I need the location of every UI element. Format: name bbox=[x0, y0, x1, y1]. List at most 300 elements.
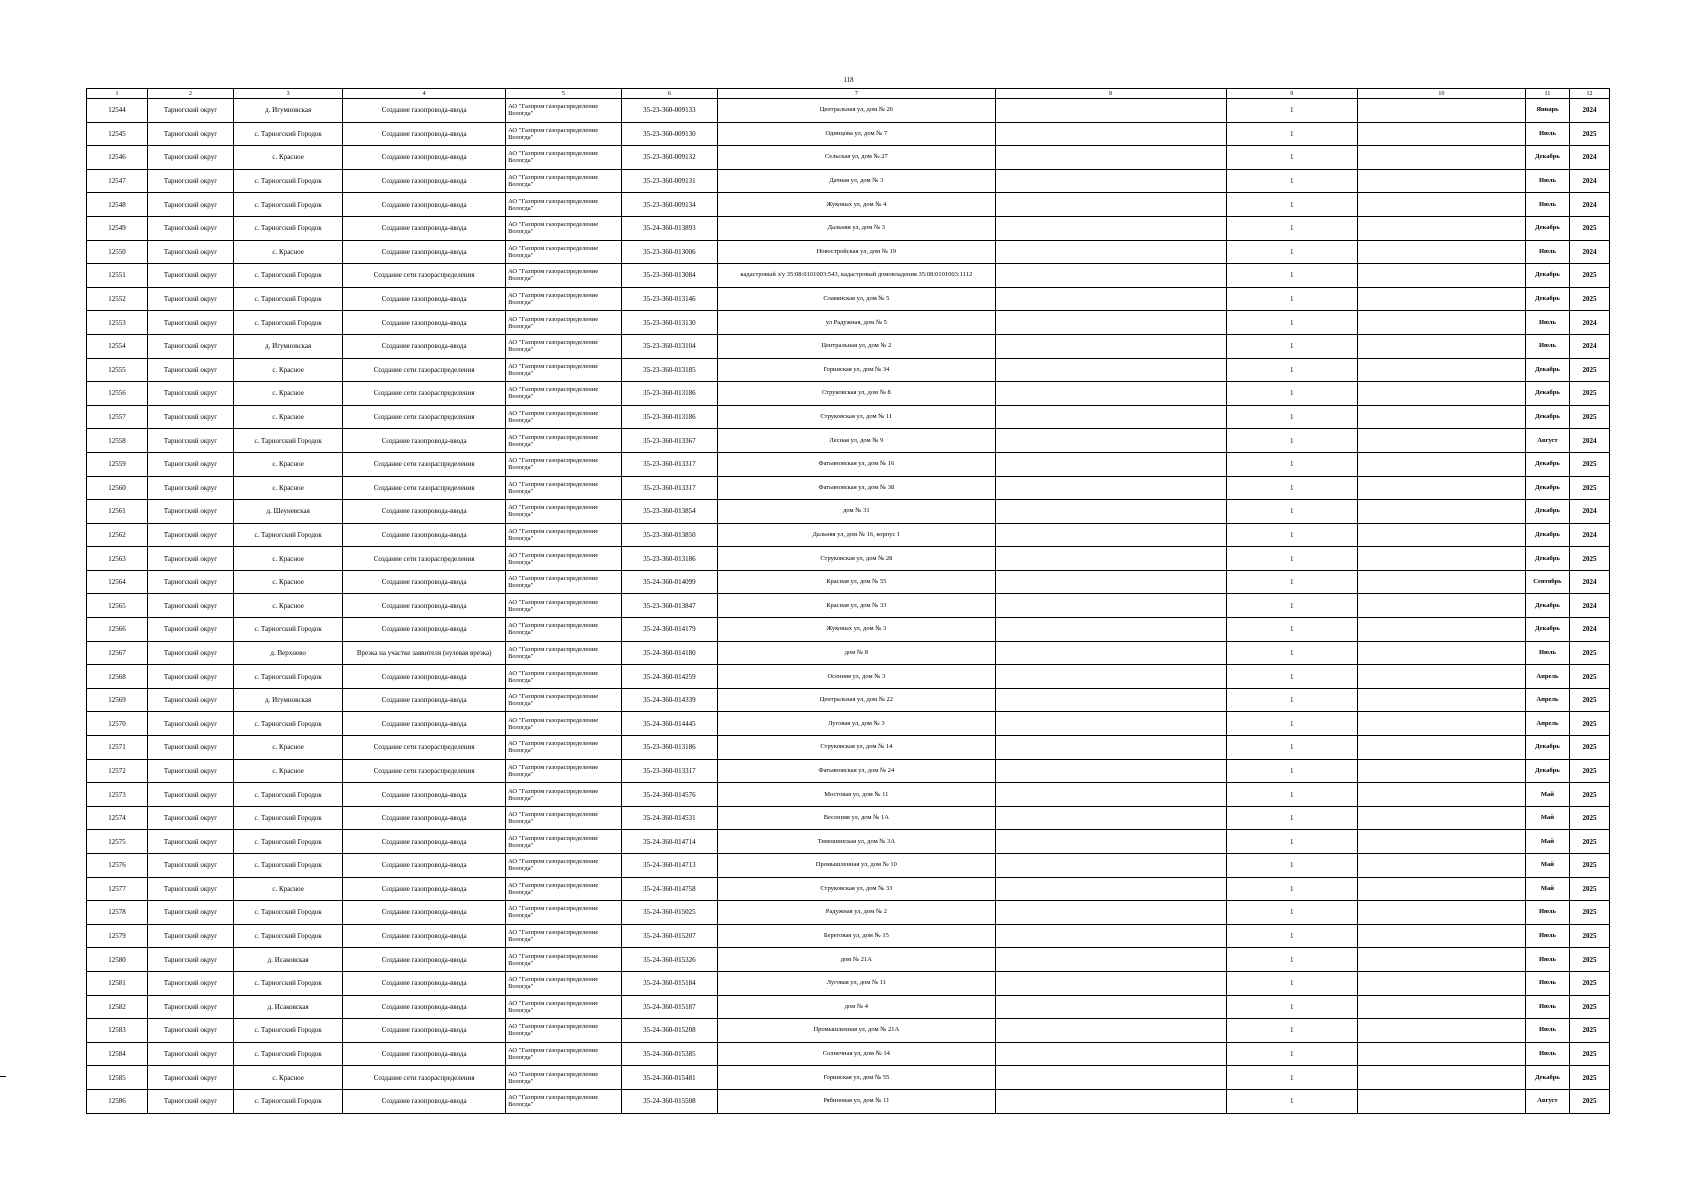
work-type-cell: Создание сети газораспределения bbox=[343, 1066, 506, 1090]
extra-cell bbox=[1357, 877, 1525, 901]
work-type-cell: Создание газопровода-ввода bbox=[343, 971, 506, 995]
year-cell: 2025 bbox=[1570, 901, 1610, 925]
year-cell: 2025 bbox=[1570, 830, 1610, 854]
month-cell: Июль bbox=[1525, 193, 1569, 217]
column-number-2: 2 bbox=[147, 89, 233, 99]
row-number-cell: 12567 bbox=[87, 641, 148, 665]
work-type-cell: Создание газопровода-ввода bbox=[343, 877, 506, 901]
settlement-cell: с. Тарногский Городок bbox=[234, 122, 343, 146]
work-type-cell: Создание газопровода-ввода bbox=[343, 99, 506, 123]
table-row bbox=[87, 122, 1610, 146]
organization-cell: АО "Газпром газораспределение Вологда" bbox=[506, 641, 622, 665]
table-row bbox=[87, 995, 1610, 1019]
row-number-cell: 12548 bbox=[87, 193, 148, 217]
request-number-cell: 35-24-360-014531 bbox=[621, 806, 718, 830]
row-number-cell: 12556 bbox=[87, 382, 148, 406]
year-cell: 2024 bbox=[1570, 146, 1610, 170]
quantity-cell: 1 bbox=[1226, 759, 1357, 783]
row-number-cell: 12566 bbox=[87, 618, 148, 642]
address-cell: дом № 31 bbox=[718, 500, 995, 524]
address-cell: дом № 8 bbox=[718, 641, 995, 665]
year-cell: 2025 bbox=[1570, 877, 1610, 901]
organization-cell: АО "Газпром газораспределение Вологда" bbox=[506, 169, 622, 193]
year-cell: 2025 bbox=[1570, 712, 1610, 736]
work-type-cell: Создание газопровода-ввода bbox=[343, 193, 506, 217]
month-cell: Сентябрь bbox=[1525, 570, 1569, 594]
address-cell: кадастровый з/у 35:08:0101003:543, кадастровый домовладения 35:08:0101003:1112 bbox=[718, 264, 995, 288]
month-cell: Июль bbox=[1525, 240, 1569, 264]
quantity-cell: 1 bbox=[1226, 995, 1357, 1019]
address-cell: Центральная ул, дом № 22 bbox=[718, 688, 995, 712]
year-cell: 2025 bbox=[1570, 924, 1610, 948]
notes-cell bbox=[995, 358, 1226, 382]
address-cell: Луговая ул, дом № 11 bbox=[718, 971, 995, 995]
year-cell: 2025 bbox=[1570, 547, 1610, 571]
district-cell: Тарногский округ bbox=[147, 452, 233, 476]
row-number-cell: 12565 bbox=[87, 594, 148, 618]
table-row bbox=[87, 287, 1610, 311]
table-row bbox=[87, 948, 1610, 972]
extra-cell bbox=[1357, 1042, 1525, 1066]
request-number-cell: 35-23-360-009131 bbox=[621, 169, 718, 193]
table-row bbox=[87, 1042, 1610, 1066]
settlement-cell: с. Красное bbox=[234, 736, 343, 760]
month-cell: Август bbox=[1525, 1089, 1569, 1113]
table-row bbox=[87, 1066, 1610, 1090]
year-cell: 2025 bbox=[1570, 1089, 1610, 1113]
extra-cell bbox=[1357, 99, 1525, 123]
table-row bbox=[87, 854, 1610, 878]
extra-cell bbox=[1357, 264, 1525, 288]
table-row bbox=[87, 476, 1610, 500]
notes-cell bbox=[995, 854, 1226, 878]
row-number-cell: 12554 bbox=[87, 334, 148, 358]
address-cell: Промышленная ул, дом № 10 bbox=[718, 854, 995, 878]
quantity-cell: 1 bbox=[1226, 971, 1357, 995]
table-row bbox=[87, 146, 1610, 170]
row-number-cell: 12552 bbox=[87, 287, 148, 311]
month-cell: Декабрь bbox=[1525, 264, 1569, 288]
work-type-cell: Создание газопровода-ввода bbox=[343, 1042, 506, 1066]
request-number-cell: 35-23-360-009133 bbox=[621, 99, 718, 123]
organization-cell: АО "Газпром газораспределение Вологда" bbox=[506, 1089, 622, 1113]
quantity-cell: 1 bbox=[1226, 665, 1357, 689]
address-cell: Славянская ул, дом № 5 bbox=[718, 287, 995, 311]
row-number-cell: 12581 bbox=[87, 971, 148, 995]
month-cell: Май bbox=[1525, 830, 1569, 854]
month-cell: Декабрь bbox=[1525, 1066, 1569, 1090]
work-type-cell: Создание сети газораспределения bbox=[343, 547, 506, 571]
address-cell: Береговая ул, дом № 15 bbox=[718, 924, 995, 948]
extra-cell bbox=[1357, 783, 1525, 807]
settlement-cell: с. Тарногский Городок bbox=[234, 287, 343, 311]
year-cell: 2025 bbox=[1570, 806, 1610, 830]
work-type-cell: Создание сети газораспределения bbox=[343, 736, 506, 760]
district-cell: Тарногский округ bbox=[147, 948, 233, 972]
year-cell: 2025 bbox=[1570, 759, 1610, 783]
column-number-11: 11 bbox=[1525, 89, 1569, 99]
work-type-cell: Создание газопровода-ввода bbox=[343, 806, 506, 830]
notes-cell bbox=[995, 452, 1226, 476]
extra-cell bbox=[1357, 830, 1525, 854]
notes-cell bbox=[995, 334, 1226, 358]
month-cell: Июль bbox=[1525, 1042, 1569, 1066]
table-row bbox=[87, 429, 1610, 453]
district-cell: Тарногский округ bbox=[147, 358, 233, 382]
extra-cell bbox=[1357, 547, 1525, 571]
year-cell: 2024 bbox=[1570, 334, 1610, 358]
month-cell: Декабрь bbox=[1525, 547, 1569, 571]
settlement-cell: с. Тарногский Городок bbox=[234, 830, 343, 854]
organization-cell: АО "Газпром газораспределение Вологда" bbox=[506, 806, 622, 830]
work-type-cell: Создание газопровода-ввода bbox=[343, 570, 506, 594]
request-number-cell: 35-24-360-013893 bbox=[621, 216, 718, 240]
organization-cell: АО "Газпром газораспределение Вологда" bbox=[506, 216, 622, 240]
row-number-cell: 12557 bbox=[87, 405, 148, 429]
row-number-cell: 12580 bbox=[87, 948, 148, 972]
quantity-cell: 1 bbox=[1226, 216, 1357, 240]
district-cell: Тарногский округ bbox=[147, 641, 233, 665]
quantity-cell: 1 bbox=[1226, 806, 1357, 830]
request-number-cell: 35-24-360-015207 bbox=[621, 924, 718, 948]
year-cell: 2024 bbox=[1570, 618, 1610, 642]
row-number-cell: 12546 bbox=[87, 146, 148, 170]
settlement-cell: с. Тарногский Городок bbox=[234, 429, 343, 453]
table-row bbox=[87, 877, 1610, 901]
work-type-cell: Создание газопровода-ввода bbox=[343, 240, 506, 264]
year-cell: 2025 bbox=[1570, 216, 1610, 240]
organization-cell: АО "Газпром газораспределение Вологда" bbox=[506, 736, 622, 760]
work-type-cell: Создание газопровода-ввода bbox=[343, 311, 506, 335]
extra-cell bbox=[1357, 1019, 1525, 1043]
district-cell: Тарногский округ bbox=[147, 193, 233, 217]
month-cell: Апрель bbox=[1525, 688, 1569, 712]
quantity-cell: 1 bbox=[1226, 924, 1357, 948]
quantity-cell: 1 bbox=[1226, 240, 1357, 264]
organization-cell: АО "Газпром газораспределение Вологда" bbox=[506, 1066, 622, 1090]
month-cell: Январь bbox=[1525, 99, 1569, 123]
request-number-cell: 35-23-360-009134 bbox=[621, 193, 718, 217]
notes-cell bbox=[995, 759, 1226, 783]
work-type-cell: Создание газопровода-ввода bbox=[343, 594, 506, 618]
request-number-cell: 35-23-360-013186 bbox=[621, 405, 718, 429]
extra-cell bbox=[1357, 334, 1525, 358]
year-cell: 2024 bbox=[1570, 193, 1610, 217]
table-row bbox=[87, 759, 1610, 783]
year-cell: 2025 bbox=[1570, 688, 1610, 712]
district-cell: Тарногский округ bbox=[147, 547, 233, 571]
request-number-cell: 35-24-360-015025 bbox=[621, 901, 718, 925]
request-number-cell: 35-24-360-014758 bbox=[621, 877, 718, 901]
settlement-cell: с. Красное bbox=[234, 146, 343, 170]
row-number-cell: 12560 bbox=[87, 476, 148, 500]
month-cell: Май bbox=[1525, 783, 1569, 807]
notes-cell bbox=[995, 570, 1226, 594]
district-cell: Тарногский округ bbox=[147, 1066, 233, 1090]
address-cell: Одинцова ул, дом № 7 bbox=[718, 122, 995, 146]
notes-cell bbox=[995, 476, 1226, 500]
table-row bbox=[87, 99, 1610, 123]
row-number-cell: 12550 bbox=[87, 240, 148, 264]
work-type-cell: Создание сети газораспределения bbox=[343, 405, 506, 429]
district-cell: Тарногский округ bbox=[147, 971, 233, 995]
request-number-cell: 35-23-360-013367 bbox=[621, 429, 718, 453]
table-row bbox=[87, 618, 1610, 642]
request-number-cell: 35-24-360-015208 bbox=[621, 1019, 718, 1043]
organization-cell: АО "Газпром газораспределение Вологда" bbox=[506, 570, 622, 594]
organization-cell: АО "Газпром газораспределение Вологда" bbox=[506, 1019, 622, 1043]
settlement-cell: с. Тарногский Городок bbox=[234, 216, 343, 240]
year-cell: 2025 bbox=[1570, 971, 1610, 995]
district-cell: Тарногский округ bbox=[147, 1042, 233, 1066]
row-number-cell: 12564 bbox=[87, 570, 148, 594]
district-cell: Тарногский округ bbox=[147, 382, 233, 406]
notes-cell bbox=[995, 736, 1226, 760]
column-number-10: 10 bbox=[1357, 89, 1525, 99]
notes-cell bbox=[995, 169, 1226, 193]
table-row bbox=[87, 240, 1610, 264]
settlement-cell: с. Тарногский Городок bbox=[234, 806, 343, 830]
notes-cell bbox=[995, 1019, 1226, 1043]
organization-cell: АО "Газпром газораспределение Вологда" bbox=[506, 382, 622, 406]
year-cell: 2025 bbox=[1570, 783, 1610, 807]
address-cell: Лесная ул, дом № 9 bbox=[718, 429, 995, 453]
request-number-cell: 35-23-360-013146 bbox=[621, 287, 718, 311]
month-cell: Декабрь bbox=[1525, 523, 1569, 547]
extra-cell bbox=[1357, 618, 1525, 642]
notes-cell bbox=[995, 547, 1226, 571]
year-cell: 2025 bbox=[1570, 641, 1610, 665]
table-row bbox=[87, 806, 1610, 830]
table-row bbox=[87, 570, 1610, 594]
row-number-cell: 12558 bbox=[87, 429, 148, 453]
request-number-cell: 35-24-360-015184 bbox=[621, 971, 718, 995]
settlement-cell: с. Красное bbox=[234, 240, 343, 264]
work-type-cell: Создание газопровода-ввода bbox=[343, 1089, 506, 1113]
notes-cell bbox=[995, 311, 1226, 335]
row-number-cell: 12584 bbox=[87, 1042, 148, 1066]
address-cell: Центральная ул, дом № 26 bbox=[718, 99, 995, 123]
address-cell: Солнечная ул, дом № 14 bbox=[718, 1042, 995, 1066]
address-cell: Весенняя ул, дом № 1А bbox=[718, 806, 995, 830]
quantity-cell: 1 bbox=[1226, 429, 1357, 453]
address-cell: Радужная ул, дом № 2 bbox=[718, 901, 995, 925]
district-cell: Тарногский округ bbox=[147, 665, 233, 689]
district-cell: Тарногский округ bbox=[147, 1089, 233, 1113]
quantity-cell: 1 bbox=[1226, 500, 1357, 524]
quantity-cell: 1 bbox=[1226, 948, 1357, 972]
extra-cell bbox=[1357, 216, 1525, 240]
work-type-cell: Создание газопровода-ввода bbox=[343, 712, 506, 736]
table-row bbox=[87, 901, 1610, 925]
row-number-cell: 12549 bbox=[87, 216, 148, 240]
extra-cell bbox=[1357, 287, 1525, 311]
year-cell: 2025 bbox=[1570, 1042, 1610, 1066]
table-row bbox=[87, 452, 1610, 476]
settlement-cell: с. Красное bbox=[234, 877, 343, 901]
address-cell: Струковская ул, дом № 33 bbox=[718, 877, 995, 901]
request-number-cell: 35-24-360-014576 bbox=[621, 783, 718, 807]
work-type-cell: Создание газопровода-ввода bbox=[343, 948, 506, 972]
organization-cell: АО "Газпром газораспределение Вологда" bbox=[506, 429, 622, 453]
row-number-cell: 12555 bbox=[87, 358, 148, 382]
extra-cell bbox=[1357, 924, 1525, 948]
extra-cell bbox=[1357, 382, 1525, 406]
request-number-cell: 35-23-360-013850 bbox=[621, 523, 718, 547]
table-row bbox=[87, 358, 1610, 382]
settlement-cell: с. Тарногский Городок bbox=[234, 924, 343, 948]
settlement-cell: д. Исаковская bbox=[234, 995, 343, 1019]
quantity-cell: 1 bbox=[1226, 901, 1357, 925]
settlement-cell: с. Тарногский Городок bbox=[234, 311, 343, 335]
district-cell: Тарногский округ bbox=[147, 99, 233, 123]
notes-cell bbox=[995, 287, 1226, 311]
table-row bbox=[87, 1089, 1610, 1113]
page-number: 118 bbox=[843, 76, 854, 84]
organization-cell: АО "Газпром газораспределение Вологда" bbox=[506, 948, 622, 972]
quantity-cell: 1 bbox=[1226, 854, 1357, 878]
month-cell: Май bbox=[1525, 854, 1569, 878]
organization-cell: АО "Газпром газораспределение Вологда" bbox=[506, 688, 622, 712]
extra-cell bbox=[1357, 641, 1525, 665]
address-cell: Дачная ул, дом № 3 bbox=[718, 169, 995, 193]
request-number-cell: 35-24-360-014339 bbox=[621, 688, 718, 712]
district-cell: Тарногский округ bbox=[147, 806, 233, 830]
extra-cell bbox=[1357, 948, 1525, 972]
district-cell: Тарногский округ bbox=[147, 122, 233, 146]
column-number-6: 6 bbox=[621, 89, 718, 99]
year-cell: 2025 bbox=[1570, 122, 1610, 146]
request-number-cell: 35-24-360-015326 bbox=[621, 948, 718, 972]
table-row bbox=[87, 264, 1610, 288]
quantity-cell: 1 bbox=[1226, 99, 1357, 123]
work-type-cell: Создание сети газораспределения bbox=[343, 452, 506, 476]
extra-cell bbox=[1357, 806, 1525, 830]
address-cell: Новостройская ул, дом № 19 bbox=[718, 240, 995, 264]
settlement-cell: с. Тарногский Городок bbox=[234, 901, 343, 925]
address-cell: Тимошинская ул, дом № 3А bbox=[718, 830, 995, 854]
column-number-8: 8 bbox=[995, 89, 1226, 99]
month-cell: Июль bbox=[1525, 995, 1569, 1019]
column-number-4: 4 bbox=[343, 89, 506, 99]
address-cell: Горинская ул, дом № 34 bbox=[718, 358, 995, 382]
table-row bbox=[87, 665, 1610, 689]
quantity-cell: 1 bbox=[1226, 594, 1357, 618]
settlement-cell: д. Исаковская bbox=[234, 948, 343, 972]
notes-cell bbox=[995, 99, 1226, 123]
address-cell: Дальняя ул, дом № 16, корпус 1 bbox=[718, 523, 995, 547]
row-number-cell: 12569 bbox=[87, 688, 148, 712]
year-cell: 2024 bbox=[1570, 594, 1610, 618]
work-type-cell: Создание газопровода-ввода bbox=[343, 216, 506, 240]
extra-cell bbox=[1357, 1089, 1525, 1113]
district-cell: Тарногский округ bbox=[147, 240, 233, 264]
work-type-cell: Создание газопровода-ввода bbox=[343, 783, 506, 807]
district-cell: Тарногский округ bbox=[147, 924, 233, 948]
quantity-cell: 1 bbox=[1226, 688, 1357, 712]
district-cell: Тарногский округ bbox=[147, 264, 233, 288]
quantity-cell: 1 bbox=[1226, 736, 1357, 760]
organization-cell: АО "Газпром газораспределение Вологда" bbox=[506, 1042, 622, 1066]
quantity-cell: 1 bbox=[1226, 712, 1357, 736]
address-cell: Центральная ул, дом № 2 bbox=[718, 334, 995, 358]
notes-cell bbox=[995, 712, 1226, 736]
month-cell: Июль bbox=[1525, 641, 1569, 665]
extra-cell bbox=[1357, 193, 1525, 217]
district-cell: Тарногский округ bbox=[147, 783, 233, 807]
extra-cell bbox=[1357, 122, 1525, 146]
table-row bbox=[87, 688, 1610, 712]
notes-cell bbox=[995, 901, 1226, 925]
year-cell: 2024 bbox=[1570, 429, 1610, 453]
notes-cell bbox=[995, 783, 1226, 807]
year-cell: 2025 bbox=[1570, 476, 1610, 500]
notes-cell bbox=[995, 830, 1226, 854]
notes-cell bbox=[995, 122, 1226, 146]
work-type-cell: Создание сети газораспределения bbox=[343, 358, 506, 382]
notes-cell bbox=[995, 193, 1226, 217]
month-cell: Декабрь bbox=[1525, 736, 1569, 760]
work-type-cell: Создание газопровода-ввода bbox=[343, 429, 506, 453]
district-cell: Тарногский округ bbox=[147, 146, 233, 170]
month-cell: Июль bbox=[1525, 1019, 1569, 1043]
notes-cell bbox=[995, 948, 1226, 972]
table-row bbox=[87, 311, 1610, 335]
notes-cell bbox=[995, 500, 1226, 524]
request-number-cell: 35-23-360-009130 bbox=[621, 122, 718, 146]
district-cell: Тарногский округ bbox=[147, 570, 233, 594]
organization-cell: АО "Газпром газораспределение Вологда" bbox=[506, 924, 622, 948]
settlement-cell: с. Красное bbox=[234, 382, 343, 406]
row-number-cell: 12583 bbox=[87, 1019, 148, 1043]
request-number-cell: 35-23-360-013186 bbox=[621, 736, 718, 760]
request-number-cell: 35-24-360-014259 bbox=[621, 665, 718, 689]
notes-cell bbox=[995, 146, 1226, 170]
district-cell: Тарногский округ bbox=[147, 995, 233, 1019]
organization-cell: АО "Газпром газораспределение Вологда" bbox=[506, 334, 622, 358]
table-row bbox=[87, 594, 1610, 618]
month-cell: Июль bbox=[1525, 901, 1569, 925]
row-number-cell: 12572 bbox=[87, 759, 148, 783]
year-cell: 2025 bbox=[1570, 1066, 1610, 1090]
table-row bbox=[87, 1019, 1610, 1043]
settlement-cell: с. Красное bbox=[234, 358, 343, 382]
month-cell: Декабрь bbox=[1525, 146, 1569, 170]
settlement-cell: с. Тарногский Городок bbox=[234, 1019, 343, 1043]
quantity-cell: 1 bbox=[1226, 287, 1357, 311]
organization-cell: АО "Газпром газораспределение Вологда" bbox=[506, 287, 622, 311]
year-cell: 2024 bbox=[1570, 570, 1610, 594]
row-number-cell: 12577 bbox=[87, 877, 148, 901]
organization-cell: АО "Газпром газораспределение Вологда" bbox=[506, 358, 622, 382]
table-row bbox=[87, 547, 1610, 571]
work-type-cell: Создание сети газораспределения bbox=[343, 476, 506, 500]
request-number-cell: 35-24-360-014445 bbox=[621, 712, 718, 736]
settlement-cell: д. Игумновская bbox=[234, 688, 343, 712]
column-number-12: 12 bbox=[1570, 89, 1610, 99]
month-cell: Декабрь bbox=[1525, 216, 1569, 240]
settlement-cell: с. Тарногский Городок bbox=[234, 618, 343, 642]
work-type-cell: Создание газопровода-ввода bbox=[343, 287, 506, 311]
year-cell: 2025 bbox=[1570, 382, 1610, 406]
settlement-cell: с. Тарногский Городок bbox=[234, 665, 343, 689]
request-number-cell: 35-23-360-013186 bbox=[621, 547, 718, 571]
month-cell: Май bbox=[1525, 806, 1569, 830]
organization-cell: АО "Газпром газораспределение Вологда" bbox=[506, 901, 622, 925]
row-number-cell: 12545 bbox=[87, 122, 148, 146]
row-number-cell: 12561 bbox=[87, 500, 148, 524]
organization-cell: АО "Газпром газораспределение Вологда" bbox=[506, 665, 622, 689]
